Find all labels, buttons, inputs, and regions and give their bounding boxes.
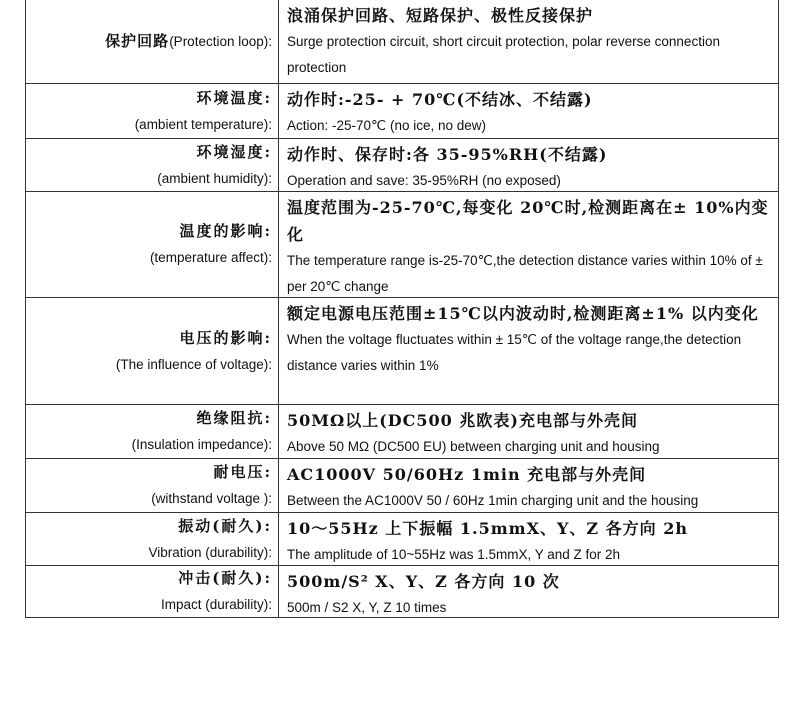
value-en: Operation and save: 35-95%RH (no exposed) xyxy=(287,173,561,188)
value-en: When the voltage fluctuates within ± 15℃ of the voltage range,the detection distance varies within 1% xyxy=(287,332,742,373)
label-en: (Insulation impedance): xyxy=(131,437,272,452)
value-cell xyxy=(279,84,778,138)
value-cell xyxy=(279,513,778,565)
label-cell xyxy=(26,513,279,565)
value-en: Surge protection circuit, short circuit protection, polar reverse connection protection xyxy=(287,34,720,75)
label-zh: 绝缘阻抗: xyxy=(196,409,272,427)
label-zh: 环境湿度: xyxy=(196,142,272,161)
label-inline xyxy=(105,28,272,55)
value-en: Between the AC1000V 50 / 60Hz 1min charging unit and the housing xyxy=(287,493,699,508)
value-zh: 浪涌保护回路、短路保护、极性反接保护 xyxy=(287,6,594,25)
label-zh: 振动(耐久): xyxy=(178,516,272,535)
label-cell xyxy=(26,0,279,83)
value-zh: 50MΩ以上(DC500 兆欧表)充电部与外壳间 xyxy=(287,411,638,430)
value-en: The temperature range is-25-70℃,the detection distance varies within 10% of ± per 20℃ change xyxy=(287,253,763,294)
value-cell xyxy=(279,405,778,458)
label-en: (Protection loop): xyxy=(169,34,272,49)
spec-row-ambient-humidity xyxy=(26,138,778,191)
spec-row-insulation-impedance xyxy=(26,404,778,458)
label-zh: 保护回路 xyxy=(105,32,170,50)
value-zh: 温度范围为-25-70℃,每变化 20℃时,检测距离在± 10%内变化 xyxy=(287,198,769,244)
value-cell xyxy=(279,139,778,191)
label-cell xyxy=(26,405,279,458)
value-cell xyxy=(279,192,778,297)
spec-row-ambient-temperature xyxy=(26,83,778,138)
value-zh: 500m/S² X、Y、Z 各方向 10 次 xyxy=(287,572,560,591)
label-zh: 温度的影响: xyxy=(179,222,272,240)
value-cell xyxy=(279,566,778,617)
label-cell xyxy=(26,84,279,138)
spec-row-impact xyxy=(26,565,778,617)
spec-row-protection-loop xyxy=(26,0,778,83)
value-en: Above 50 MΩ (DC500 EU) between charging unit and housing xyxy=(287,439,660,454)
label-en: (ambient temperature): xyxy=(134,116,272,132)
value-en: The amplitude of 10~55Hz was 1.5mmX, Y and Z for 2h xyxy=(287,547,621,562)
label-en: Impact (durability): xyxy=(160,597,272,612)
label-cell xyxy=(26,139,279,191)
value-zh: 额定电源电压范围±15℃以内波动时,检测距离±1% 以内变化 xyxy=(287,304,759,323)
value-cell xyxy=(279,0,778,83)
value-cell xyxy=(279,298,778,404)
label-en: (temperature affect): xyxy=(149,250,272,265)
label-cell xyxy=(26,566,279,617)
spec-row-voltage-influence xyxy=(26,297,778,404)
spec-row-vibration xyxy=(26,512,778,565)
value-en: 500m / S2 X, Y, Z 10 times xyxy=(287,600,447,615)
label-en: (ambient humidity): xyxy=(157,170,272,186)
spec-table xyxy=(25,0,779,618)
value-zh: AC1000V 50/60Hz 1min 充电部与外壳间 xyxy=(287,465,647,484)
label-zh: 耐电压: xyxy=(213,463,272,481)
label-zh: 环境温度: xyxy=(196,88,272,107)
label-cell xyxy=(26,459,279,512)
value-zh: 动作时:-25- + 70℃(不结冰、不结露) xyxy=(287,90,593,109)
spec-row-temperature-affect xyxy=(26,191,778,297)
value-zh: 动作时、保存时:各 35-95%RH(不结露) xyxy=(287,145,608,164)
label-en: (withstand voltage ): xyxy=(151,491,272,506)
spec-row-withstand-voltage xyxy=(26,458,778,512)
value-zh: 10～55Hz 上下振幅 1.5mmX、Y、Z 各方向 2h xyxy=(287,519,688,538)
label-zh: 电压的影响: xyxy=(179,328,272,347)
value-cell xyxy=(279,459,778,512)
label-en: (The influence of voltage): xyxy=(115,356,272,372)
label-en: Vibration (durability): xyxy=(148,544,272,560)
label-zh: 冲击(耐久): xyxy=(178,569,272,587)
label-cell xyxy=(26,298,279,404)
label-cell xyxy=(26,192,279,297)
value-en: Action: -25-70℃ (no ice, no dew) xyxy=(287,118,487,133)
